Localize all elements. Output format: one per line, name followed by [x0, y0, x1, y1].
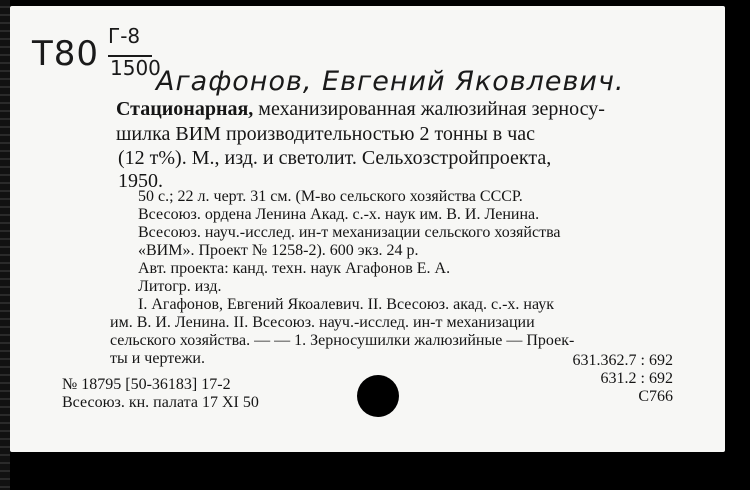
registration-number: № 18795 [50-36183] 17-2: [62, 376, 231, 393]
physical-line-2: Всесоюз. ордена Ленина Акад. с.-х. наук им. В. И. Ленина.: [138, 206, 540, 223]
tracing-line-3: сельского хозяйства. — — 1. Зерносушилки жалюзийные — Проек-: [110, 332, 575, 349]
title-line-3: (12 т%). М., изд. и светолит. Сельхозстройпроекта,: [118, 147, 552, 169]
physical-line-3: Всесоюз. науч.-исслед. ин-т механизации сельского хозяйства: [138, 224, 561, 241]
physical-line-4: «ВИМ». Проект № 1258-2). 600 экз. 24 р.: [138, 242, 419, 259]
tracing-line-1: I. Агафонов, Евгений Якоалевич. II. Всесоюз. акад. с.-х. наук: [138, 296, 555, 313]
author-handwritten: Агафонов, Евгений Яковлевич.: [156, 66, 625, 97]
title-line-1-rest: механизированная жалюзийная зерносу-: [253, 98, 605, 120]
classification-line-1: 631.362.7 : 692: [572, 352, 673, 369]
film-edge-strip: [0, 0, 10, 490]
tracing-line-2: им. В. И. Ленина. II. Всесоюз. науч.-исслед. ин-т механизации: [110, 314, 535, 331]
title-line-2: шилка ВИМ производительностью 2 тонны в час: [116, 123, 536, 145]
book-chamber-imprint: Всесоюз. кн. палата 17 XI 50: [62, 394, 259, 411]
call-number-top: Г-8: [108, 24, 141, 48]
note-line-1: Авт. проекта: канд. техн. наук Агафонов Е. А.: [138, 260, 451, 277]
title-line-4: 1950.: [118, 170, 163, 192]
classification-line-2: 631.2 : 692: [600, 370, 673, 387]
call-number-main: T80: [32, 34, 100, 74]
call-number-bottom: 1500: [110, 56, 161, 80]
title-bold-word: Стационарная,: [116, 98, 254, 120]
tracing-line-4: ты и чертежи.: [110, 350, 205, 367]
physical-line-1: 50 с.; 22 л. черт. 31 см. (М-во сельского хозяйства СССР.: [138, 188, 523, 205]
punch-hole: [357, 375, 399, 417]
title-line-1: [116, 98, 605, 121]
classification-line-3: С766: [638, 388, 673, 405]
note-line-2: Литогр. изд.: [138, 278, 222, 295]
